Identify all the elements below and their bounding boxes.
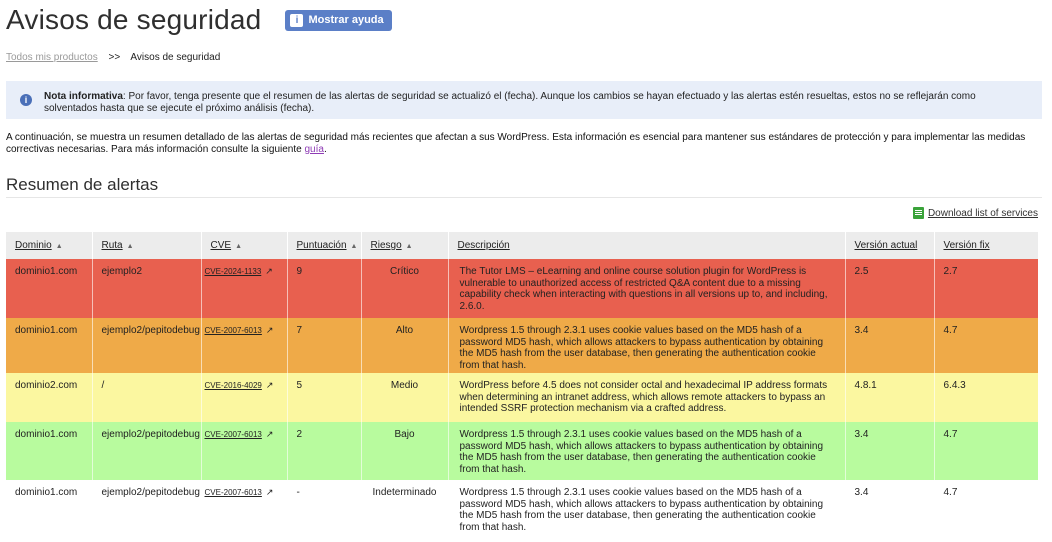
column-header-version-fix[interactable]: Versión fix xyxy=(934,232,1038,259)
cell-version-actual: 3.4 xyxy=(845,318,934,373)
table-row xyxy=(6,422,1038,480)
cell-version-fix: 2.7 xyxy=(934,259,1038,318)
cell-dominio: dominio1.com xyxy=(6,259,92,318)
cell-descripcion: The Tutor LMS – eLearning and online course solution plugin for WordPress is vulnerable to unauthorized access of restricted Q&A content due to a missing capability check when interacting with questions in all versions up to, and including, 2.6.0. xyxy=(448,259,845,318)
intro-end: . xyxy=(323,144,327,155)
breadcrumb-separator: >> xyxy=(108,52,121,63)
note-label: Nota informativa xyxy=(44,91,123,102)
cell-dominio: dominio1.com xyxy=(6,480,92,542)
info-note xyxy=(6,81,1042,119)
cell-riesgo: Medio xyxy=(361,373,448,422)
cell-descripcion: Wordpress 1.5 through 2.3.1 uses cookie values based on the MD5 hash of a password MD5 hash, which allows attackers to bypass authentication by obtaining the MD5 hash from the user database, then generating the authentication cookie from that hash. xyxy=(448,318,845,373)
cell-puntuacion: - xyxy=(287,480,361,542)
external-link-icon[interactable]: ↗ xyxy=(265,380,274,390)
page-title: Avisos de seguridad xyxy=(6,4,262,35)
cell-riesgo: Indeterminado xyxy=(361,480,448,542)
cell-ruta: ejemplo2/pepitodebug xyxy=(92,318,201,373)
section-divider xyxy=(6,197,1042,198)
cell-puntuacion: 2 xyxy=(287,422,361,480)
external-link-icon[interactable]: ↗ xyxy=(265,266,273,276)
note-text: : Por favor, tenga presente que el resumen de las alertas de seguridad se actualizó el (fecha). Aunque los cambios se hayan efectuado y las alertas estén resueltas, estos no se reflejarán como solventados hasta que se ejecute el próximo análisis (fecha). xyxy=(44,91,976,114)
info-icon: i xyxy=(20,94,32,106)
cve-link[interactable]: CVE-2007-6013 xyxy=(204,430,262,439)
cell-puntuacion: 7 xyxy=(287,318,361,373)
breadcrumb-current: Avisos de seguridad xyxy=(130,52,221,63)
column-header-ruta[interactable]: Ruta ▲ xyxy=(92,232,201,259)
cell-descripcion: Wordpress 1.5 through 2.3.1 uses cookie values based on the MD5 hash of a password MD5 hash, which allows attackers to bypass authentication by obtaining the MD5 hash from the user database, then generating the authentication cookie from that hash. xyxy=(448,480,845,542)
cell-ruta: / xyxy=(92,373,201,422)
section-title: Resumen de alertas xyxy=(6,175,159,194)
cell-dominio: dominio2.com xyxy=(6,373,92,422)
breadcrumb-all-products-link[interactable]: Todos mis productos xyxy=(6,52,98,63)
show-help-label: Mostrar ayuda xyxy=(308,14,384,26)
column-header-dominio[interactable]: Dominio ▲ xyxy=(6,232,92,259)
cell-version-fix: 6.4.3 xyxy=(934,373,1038,422)
external-link-icon[interactable]: ↗ xyxy=(265,429,274,439)
cell-ruta: ejemplo2/pepitodebug xyxy=(92,480,201,542)
column-header-riesgo[interactable]: Riesgo ▲ xyxy=(361,232,448,259)
page-header xyxy=(6,4,392,36)
cell-puntuacion: 9 xyxy=(287,259,361,318)
cell-cve xyxy=(201,259,287,318)
cell-version-actual: 2.5 xyxy=(845,259,934,318)
cell-cve xyxy=(201,318,287,373)
external-link-icon[interactable]: ↗ xyxy=(265,487,274,497)
guide-link[interactable]: guía xyxy=(304,144,324,155)
cell-cve xyxy=(201,422,287,480)
column-header-version-actual[interactable]: Versión actual xyxy=(845,232,934,259)
cell-dominio: dominio1.com xyxy=(6,318,92,373)
column-header-cve[interactable]: CVE ▲ xyxy=(201,232,287,259)
sort-icon: ▲ xyxy=(405,243,413,250)
cell-version-fix: 4.7 xyxy=(934,318,1038,373)
cell-riesgo: Alto xyxy=(361,318,448,373)
external-link-icon[interactable]: ↗ xyxy=(265,325,274,335)
cell-puntuacion: 5 xyxy=(287,373,361,422)
sort-icon: ▲ xyxy=(350,243,358,250)
cell-version-actual: 3.4 xyxy=(845,480,934,542)
cell-dominio: dominio1.com xyxy=(6,422,92,480)
table-row xyxy=(6,259,1038,318)
intro-text: A continuación, se muestra un resumen detallado de las alertas de seguridad más recientes que afectan a sus WordPress. Esta información es esencial para mantener sus estándares de protección y para implementar las medidas correctivas necesarias. Para más información consulte la siguiente xyxy=(6,132,1026,155)
cve-link[interactable]: CVE-2007-6013 xyxy=(204,488,262,497)
show-help-button[interactable] xyxy=(285,10,391,31)
cell-descripcion: WordPress before 4.5 does not consider octal and hexadecimal IP address formats when determining an intranet address, which allows remote attackers to bypass an intended SSRF protection mechanism via a crafted address. xyxy=(448,373,845,422)
cell-ruta: ejemplo2/pepitodebug xyxy=(92,422,201,480)
sort-icon: ▲ xyxy=(55,243,63,250)
column-header-puntuacion[interactable]: Puntuación ▲ xyxy=(287,232,361,259)
cell-ruta: ejemplo2 xyxy=(92,259,201,318)
cve-link[interactable]: CVE-2007-6013 xyxy=(204,326,262,335)
table-row xyxy=(6,480,1038,542)
cell-version-fix: 4.7 xyxy=(934,480,1038,542)
info-icon: i xyxy=(290,14,303,27)
column-header-descripcion[interactable]: Descripción xyxy=(448,232,845,259)
sort-icon: ▲ xyxy=(235,243,242,250)
cell-riesgo: Bajo xyxy=(361,422,448,480)
cell-cve xyxy=(201,373,287,422)
cell-version-actual: 4.8.1 xyxy=(845,373,934,422)
cell-cve xyxy=(201,480,287,542)
download-services[interactable] xyxy=(913,207,1038,219)
sort-icon: ▲ xyxy=(126,243,134,250)
spreadsheet-icon xyxy=(913,207,924,219)
breadcrumb xyxy=(6,52,220,63)
table-header-row xyxy=(6,232,1038,259)
table-row xyxy=(6,373,1038,422)
cell-version-fix: 4.7 xyxy=(934,422,1038,480)
cve-link[interactable]: CVE-2024-1133 xyxy=(204,267,262,276)
intro-paragraph xyxy=(6,132,1052,156)
alerts-table xyxy=(6,232,1039,542)
cell-version-actual: 3.4 xyxy=(845,422,934,480)
cell-riesgo: Crítico xyxy=(361,259,448,318)
cve-link[interactable]: CVE-2016-4029 xyxy=(204,381,262,390)
download-list-link[interactable]: Download list of services xyxy=(927,207,1038,219)
cell-descripcion: Wordpress 1.5 through 2.3.1 uses cookie values based on the MD5 hash of a password MD5 hash, which allows attackers to bypass authentication by obtaining the MD5 hash from the user database, then generating the authentication cookie from that hash. xyxy=(448,422,845,480)
table-row xyxy=(6,318,1038,373)
